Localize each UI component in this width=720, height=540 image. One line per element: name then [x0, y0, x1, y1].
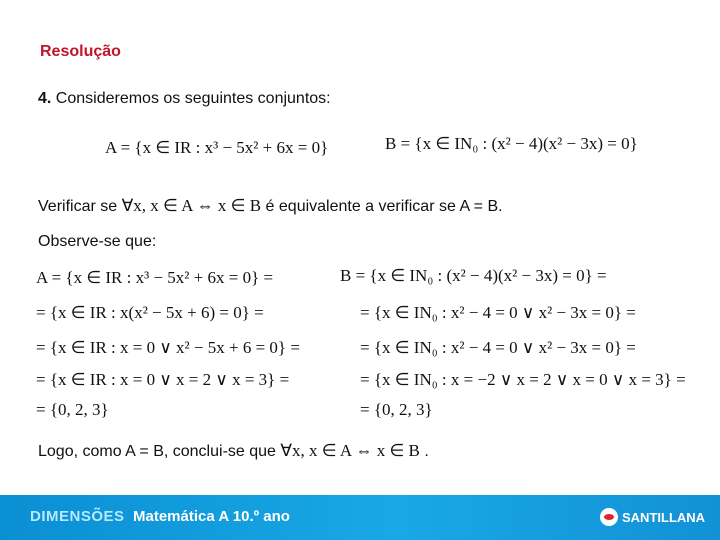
- publisher-logo-icon: [600, 508, 618, 526]
- set-a-step: A = {x ∈ IR : x³ − 5x² + 6x = 0} =: [36, 268, 274, 287]
- set-b-definition: B = {x ∈ IN₀ : (x² − 4)(x² − 3x) = 0}: [385, 134, 638, 153]
- conclusion-prefix: Logo, como A = B, conclui-se que: [38, 443, 276, 460]
- verify-suffix: é equivalente a verificar se A = B.: [265, 198, 503, 215]
- set-a-step: = {x ∈ IR : x = 0 ∨ x² − 5x + 6 = 0} =: [36, 338, 300, 357]
- footer-subject: Matemática A 10.º ano: [133, 508, 290, 525]
- verify-statement: [38, 196, 503, 216]
- conclusion-formula: ∀x, x ∈ A ⇔ x ∈ B: [280, 441, 420, 460]
- set-a-definition: A = {x ∈ IR : x³ − 5x² + 6x = 0}: [105, 138, 329, 157]
- conclusion-suffix: .: [424, 443, 429, 460]
- footer-brand: DIMENSÕES: [30, 508, 125, 525]
- conclusion-statement: [38, 441, 429, 461]
- set-a-step: = {x ∈ IR : x = 0 ∨ x = 2 ∨ x = 3} =: [36, 370, 290, 389]
- set-b-result: = {0, 2, 3}: [360, 400, 433, 419]
- question-text: Consideremos os seguintes conjuntos:: [55, 90, 331, 107]
- question-statement: [38, 90, 331, 108]
- publisher-logo: [600, 506, 705, 528]
- observe-label: Observe-se que:: [38, 233, 157, 250]
- publisher-name: SANTILLANA: [622, 509, 706, 525]
- set-b-step: = {x ∈ IN₀ : x² − 4 = 0 ∨ x² − 3x = 0} =: [360, 338, 636, 357]
- question-number: 4.: [38, 90, 52, 107]
- set-a-result: = {0, 2, 3}: [36, 400, 109, 419]
- footer-bar: [0, 495, 720, 540]
- set-b-step: B = {x ∈ IN₀ : (x² − 4)(x² − 3x) = 0} =: [340, 266, 607, 285]
- verify-formula: ∀x, x ∈ A ⇔ x ∈ B: [121, 196, 262, 215]
- set-a-step: = {x ∈ IR : x(x² − 5x + 6) = 0} =: [36, 303, 264, 322]
- set-b-step: = {x ∈ IN₀ : x = −2 ∨ x = 2 ∨ x = 0 ∨ x = 3} =: [360, 370, 686, 389]
- set-b-step: = {x ∈ IN₀ : x² − 4 = 0 ∨ x² − 3x = 0} =: [360, 303, 636, 322]
- section-heading: Resolução: [40, 43, 121, 60]
- verify-prefix: Verificar se: [38, 198, 118, 215]
